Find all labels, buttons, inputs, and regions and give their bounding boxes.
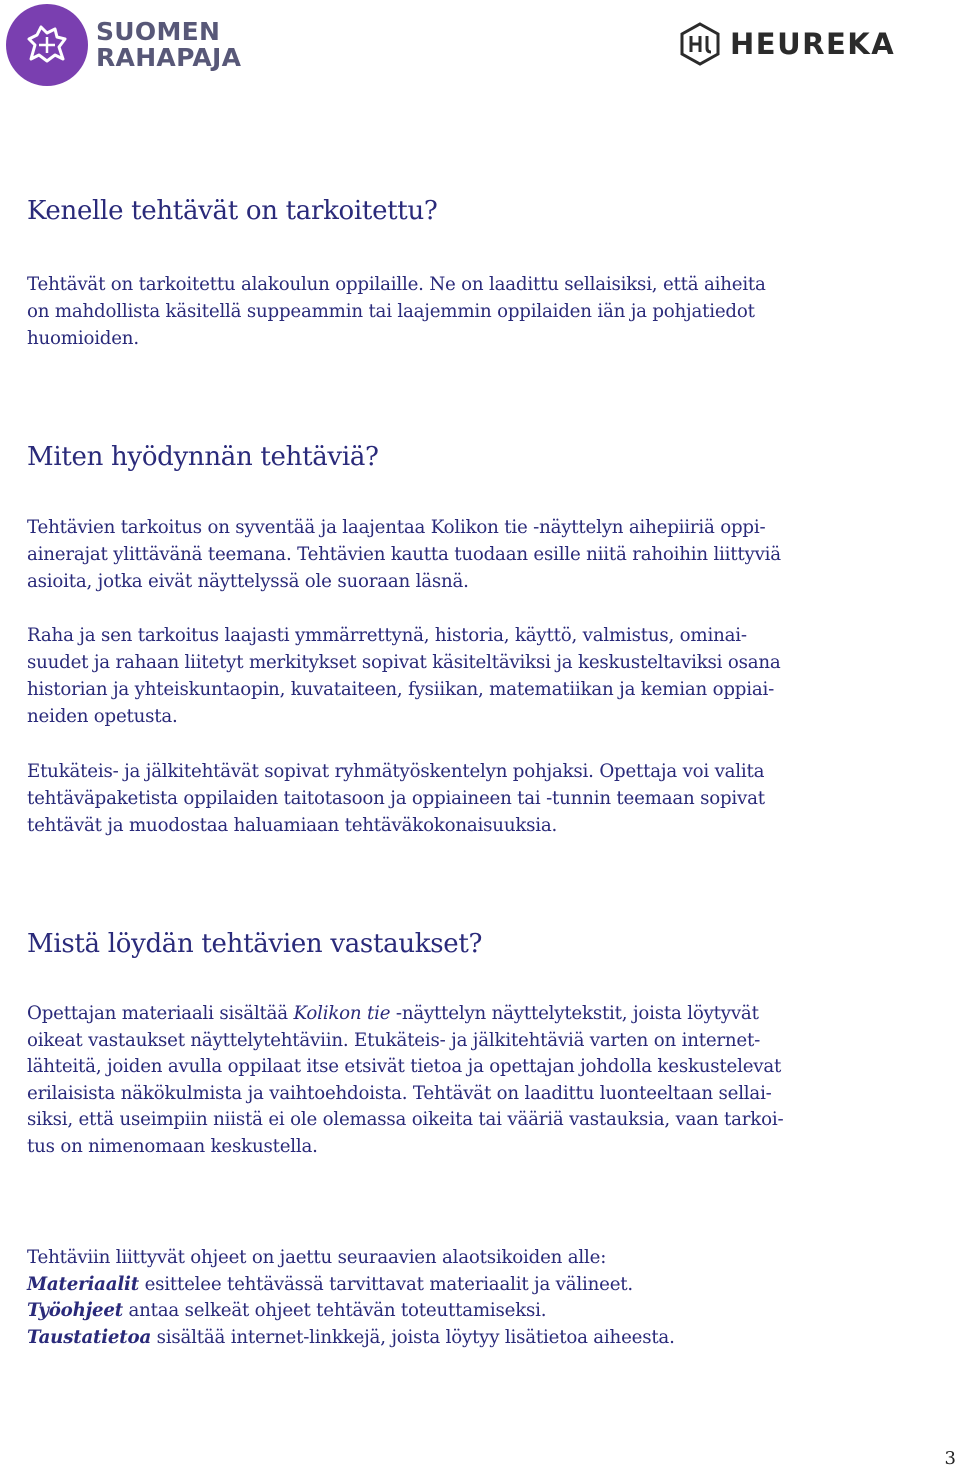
logo-text-line1: SUOMEN — [96, 17, 221, 46]
text-line: Raha ja sen tarkoitus laajasti ymmärrettynä, historia, käyttö, valmistus, ominai- — [27, 625, 747, 646]
text-line: tus on nimenomaan keskustella. — [27, 1135, 318, 1157]
suomen-rahapaja-logo — [6, 4, 241, 86]
term-description: sisältää internet-linkkejä, joista löytyy lisätietoa aiheesta. — [151, 1326, 675, 1348]
text-line: suudet ja rahaan liitetyt merkitykset sopivat käsiteltäviksi ja keskusteltaviksi osana — [27, 652, 781, 673]
heading-how: Miten hyödynnän tehtäviä? — [27, 442, 379, 472]
text-line: neiden opetusta. — [27, 706, 178, 727]
text-line: asioita, jotka eivät näyttelyssä ole suoraan läsnä. — [27, 571, 469, 592]
logo-text-line2: RAHAPAJA — [96, 43, 242, 72]
text-line: tehtävät ja muodostaa haluamiaan tehtäväkokonaisuuksia. — [27, 815, 558, 836]
term-description: antaa selkeät ohjeet tehtävän toteuttamiseksi. — [122, 1300, 547, 1321]
text-line: historian ja yhteiskuntaopin, kuvataiteen, fysiikan, matematiikan ja kemian oppiai- — [27, 679, 775, 700]
paragraph-who — [27, 271, 907, 352]
term-description: esittelee tehtävässä tarvittavat materiaalit ja välineet. — [138, 1273, 633, 1295]
text-line: Tehtävät on tarkoitettu alakoulun oppilaille. Ne on laadittu sellaisiksi, että aiheita — [27, 274, 766, 295]
page-number: 3 — [944, 1448, 956, 1469]
text-line: Etukäteis- ja jälkitehtävät sopivat ryhmätyöskentelyn pohjaksi. Opettaja voi valita — [27, 761, 765, 782]
text-segment: Opettajan materiaali sisältää — [27, 1003, 294, 1024]
paragraph-how-3 — [27, 758, 907, 839]
text-line: huomioiden. — [27, 328, 139, 349]
paragraph-answers — [27, 1001, 907, 1160]
text-line: lähteitä, joiden avulla oppilaat itse etsivät tietoa ja opettajan johdolla keskustelevat — [27, 1056, 782, 1077]
paragraph-how-2 — [27, 622, 907, 730]
heading-answers: Mistä löydän tehtävien vastaukset? — [27, 929, 483, 959]
term-background: Taustatietoa — [27, 1326, 152, 1348]
text-line: erilaisista näkökulmista ja vaihtoehdoista. Tehtävät on laadittu luonteeltaan sellai- — [27, 1082, 772, 1104]
heading-who: Kenelle tehtävät on tarkoitettu? — [27, 196, 438, 226]
text-line: oikeat vastaukset näyttelytehtäviin. Etukäteis- ja jälkitehtäviä varten on internet- — [27, 1029, 761, 1051]
text-line: Tehtäviin liittyvät ohjeet on jaettu seuraavien alaotsikoiden alle: — [27, 1247, 607, 1268]
exhibition-title: Kolikon tie — [293, 1003, 391, 1024]
text-line: ainerajat ylittävänä teemana. Tehtävien kautta tuodaan esille niitä rahoihin liittyviä — [27, 544, 781, 565]
paragraph-subheadings — [27, 1245, 907, 1351]
heureka-wordmark: HEUREKA — [730, 27, 896, 61]
lion-crest-icon — [6, 4, 88, 86]
term-materials: Materiaalit — [27, 1273, 139, 1295]
text-line: tehtäväpaketista oppilaiden taitotasoon ja oppiaineen tai -tunnin teemaan sopivat — [27, 788, 765, 809]
text-line: on mahdollista käsitellä suppeammin tai laajemmin oppilaiden iän ja pohjatiedot — [27, 301, 755, 322]
heureka-cube-icon — [680, 22, 720, 66]
text-line: Tehtävien tarkoitus on syventää ja laajentaa Kolikon tie -näyttelyn aihepiiriä oppi- — [27, 517, 766, 538]
heureka-logo — [680, 22, 895, 66]
text-segment: -näyttelyn näyttelytekstit, joista löytyvät — [390, 1003, 759, 1024]
paragraph-how-1 — [27, 514, 907, 595]
text-line: siksi, että useimpiin niistä ei ole olemassa oikeita tai vääriä vastauksia, vaan tarkoi- — [27, 1109, 784, 1130]
term-instructions: Työohjeet — [27, 1300, 123, 1321]
